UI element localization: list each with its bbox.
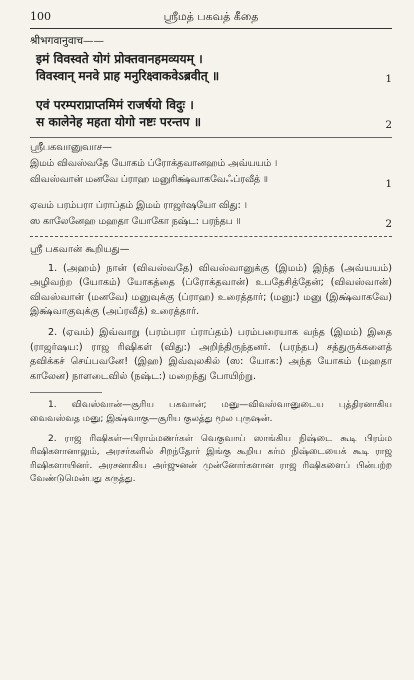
commentary-paragraph-1: 1. (அஹம்) நான் (விவஸ்வதே) விவஸ்வானுக்கு (இமம்) இந்த (அவ்யயம்) அழிவற்ற (யோகம்) யோகத்தை (ப்ரோக்தவான்) உபதேசித்தேன்; (விவஸ்வான்) விவஸ்வான் (மனவே) மனுவுக்கு (ப்ராஹ) உரைத்தார்; (மனு:) மனு (இக்ஷ்வாகவே) இக்ஷ்வாகுவுக்கு (அப்ரவீத்) உரைத்தார். (30, 262, 392, 318)
footnote-rule (30, 392, 102, 393)
tamil-verse-1-number: 1 (385, 178, 392, 190)
footnotes (30, 399, 392, 487)
tamil-verse-1 (30, 156, 392, 188)
tamil-verse-1-line-2: விவஸ்வான் மனவே ப்ராஹ மனுரிக்ஷ்வாகவேஃப்ரவீத் ॥ (30, 174, 268, 185)
tamil-verse-2 (30, 198, 392, 230)
commentary-paragraph-2: 2. (ஏவம்) இவ்வாறு (பரம்பரா ப்ராப்தம்) பரம்பரையாக வந்த (இமம்) இதை (ராஜர்ஷய:) ராஜ ரிஷிகள் (விது:) அறிந்திருந்தனர். (பரந்தப) சத்துருக்களைத் தவிக்கச் செய்பவனே! (இஹ) இவ்வுலகில் (ஸ: யோக:) அந்த யோகம் (மஹதா காலேன) நாளடைவில் (நஷ்ட:) மறைந்து போயிற்று. (30, 326, 392, 382)
dashed-divider (30, 236, 392, 237)
verse-gap (30, 85, 392, 97)
page-header (30, 0, 392, 26)
sanskrit-verse-2 (30, 97, 392, 131)
sanskrit-verse-2-line-1: एवं परम्पराप्राप्तमिमं राजर्षयो विदुः । (36, 98, 194, 112)
sanskrit-verse-2-number: 2 (385, 119, 392, 131)
page-number: 100 (30, 10, 51, 23)
sanskrit-verse-1-line-1: इमं विवस्वते योगं प्रोक्तवानहमव्ययम् । (36, 52, 203, 66)
section-rule (30, 137, 392, 138)
running-title: ஸ்ரீமத் பகவத் கீதை (163, 10, 259, 23)
tamil-verse-1-line-1: இமம் விவஸ்வதே யோகம் ப்ரோக்தவானஹம் அவ்யயம் । (30, 158, 278, 169)
tamil-verse-2-line-1: ஏவம் பரம்பரா ப்ராப்தம் இமம் ராஜர்ஷயோ விது: । (30, 200, 247, 211)
footnote-1: 1. விவஸ்வான்—சூரிய பகவான்; மனு—விவஸ்வானுடைய புத்திரனாகிய வைவஸ்வத மனு; இக்ஷ்வாகு—சூரிய குலத்து மூல புருஷன். (30, 400, 392, 424)
footnote-2: 2. ராஜ ரிஷிகள்—பிராம்மணர்கள் வெகுவாய் ஸாங்கிய நிஷ்டை கூடி பிரம்ம ரிஷிகளானாலும், அரசர்களில் சிறந்தோர் இங்கு கூறிய கர்ம நிஷ்டையைக் கூடி ராஜ ரிஷிகளாயினர். அரசனாகிய அர்ஜுனன் முன்னோர்களான ராஜ ரிஷிகளைப் பின்பற்ற வேண்டுமென்பது கருத்து. (30, 433, 392, 485)
tamil-verse-2-line-2: ஸ காலேனேஹ மஹதா யோகோ நஷ்ட: பரந்தப ॥ (30, 216, 241, 227)
tamil-speaker: ஸ்ரீபகவானுவாச— (30, 142, 112, 153)
sanskrit-verse-1-line-2: विवस्वान् मनवे प्राह मनुरिक्ष्वाकवेऽब्रवीत् ॥ (36, 69, 220, 83)
tamil-verse-gap (30, 188, 392, 198)
header-rule (30, 28, 392, 29)
commentary (30, 243, 392, 384)
commentary-speaker: ஸ்ரீ பகவான் கூறியது— (30, 244, 130, 255)
sanskrit-verse-2-line-2: स कालेनेह महता योगो नष्टः परन्तप ॥ (36, 115, 201, 129)
sanskrit-speaker: श्रीभगवानुवाच—— (30, 35, 105, 47)
sanskrit-verse-1-number: 1 (385, 73, 392, 85)
tamil-verse-2-number: 2 (385, 218, 392, 230)
sanskrit-verse-1 (30, 51, 392, 85)
